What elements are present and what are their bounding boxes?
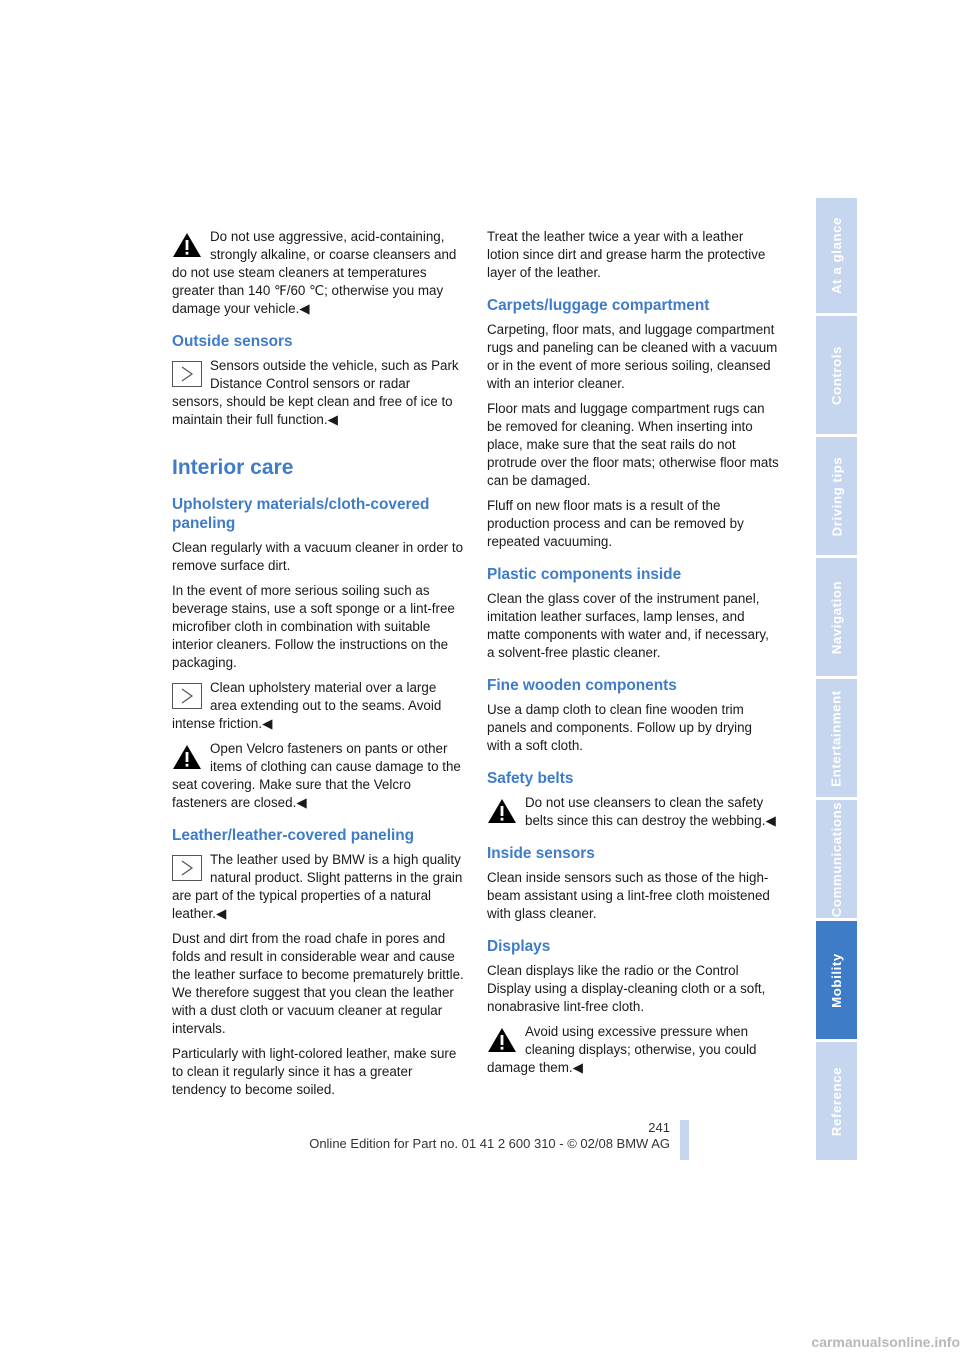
heading-wooden: Fine wooden components xyxy=(487,677,677,694)
note-arrow-icon xyxy=(172,361,202,387)
paragraph: Dust and dirt from the road chafe in pores and folds and result in considerable wear and cause the leather surface to become prematurely brittle. We therefore suggest that you clean the leather with a dust cloth or vacuum cleaner at regular intervals. xyxy=(172,931,464,1036)
warning-text: Open Velcro fasteners on pants or other items of clothing can cause damage to the seat covering. Make sure that the Velcro fasteners are closed. xyxy=(172,741,461,810)
footer-accent-bar xyxy=(680,1120,689,1160)
note-arrow-icon xyxy=(172,683,202,709)
heading-outside-sensors: Outside sensors xyxy=(172,333,293,350)
heading-interior-care: Interior care xyxy=(172,456,294,479)
heading-displays: Displays xyxy=(487,938,551,955)
paragraph: Clean regularly with a vacuum cleaner in order to remove surface dirt. xyxy=(172,540,464,573)
tab-label: Entertainment xyxy=(829,689,844,787)
tab-label: Mobility xyxy=(829,952,844,1008)
page-number: 241 xyxy=(648,1120,670,1135)
paragraph: Clean the glass cover of the instrument panel, imitation leather surfaces, lamp lenses, and matte components with water and, if necessary, a solvent-free plastic cleaner. xyxy=(487,591,769,660)
heading-safety-belts: Safety belts xyxy=(487,770,574,787)
watermark: carmanualsonline.info xyxy=(811,1334,960,1350)
paragraph: Use a damp cloth to clean fine wooden trim panels and components. Follow up by drying with a soft cloth. xyxy=(487,702,752,753)
heading-upholstery: Upholstery materials/cloth-covered paneling xyxy=(172,496,430,532)
paragraph: Treat the leather twice a year with a leather lotion since dirt and grease harm the protective layer of the leather. xyxy=(487,229,766,280)
note-text: Clean upholstery material over a large area extending out to the seams. Avoid intense friction. xyxy=(172,680,442,731)
note-text: Sensors outside the vehicle, such as Park Distance Control sensors or radar sensors, should be kept clean and free of ice to maintain their full function. xyxy=(172,358,459,427)
end-mark: ◀ xyxy=(572,1060,583,1075)
tab-label: Communications xyxy=(829,801,844,917)
left-column xyxy=(172,228,464,1106)
paragraph: In the event of more serious soiling such as beverage stains, use a soft sponge or a lint-free microfiber cloth in combination with suitable interior cleaners. Follow the instructions on the packaging. xyxy=(172,583,455,670)
warning-note xyxy=(172,228,464,318)
paragraph: Clean displays like the radio or the Control Display using a display-cleaning cloth or a soft, nonabrasive lint-free cloth. xyxy=(487,963,766,1014)
heading-plastic: Plastic components inside xyxy=(487,566,682,583)
tab-label: Navigation xyxy=(829,580,845,654)
heading-inside-sensors: Inside sensors xyxy=(487,845,595,862)
info-note xyxy=(172,357,464,429)
end-mark: ◀ xyxy=(296,795,307,810)
tab-communications[interactable] xyxy=(816,800,857,918)
warning-note xyxy=(487,1023,779,1077)
info-note xyxy=(172,851,464,923)
tab-label: Reference xyxy=(829,1066,844,1136)
warning-note xyxy=(172,740,464,812)
end-mark: ◀ xyxy=(262,716,273,731)
right-column xyxy=(487,228,779,1084)
warning-triangle-icon xyxy=(172,744,202,770)
tab-reference[interactable] xyxy=(816,1042,857,1160)
info-note xyxy=(172,679,464,733)
warning-note xyxy=(487,794,779,830)
warning-text: Avoid using excessive pressure when cleaning displays; otherwise, you could damage them. xyxy=(487,1024,757,1075)
end-mark: ◀ xyxy=(765,813,776,828)
end-mark: ◀ xyxy=(327,412,338,427)
footer-edition: Online Edition for Part no. 01 41 2 600 310 - © 02/08 BMW AG xyxy=(309,1136,670,1151)
paragraph: Particularly with light-colored leather, make sure to clean it regularly since it has a greater tendency to become soiled. xyxy=(172,1046,457,1097)
tab-navigation[interactable] xyxy=(816,558,857,676)
end-mark: ◀ xyxy=(215,906,227,921)
heading-leather: Leather/leather-covered paneling xyxy=(172,827,415,844)
warning-triangle-icon xyxy=(487,1027,517,1053)
tab-label: Driving tips xyxy=(829,456,844,536)
paragraph: Clean inside sensors such as those of the high-beam assistant using a lint-free cloth moistened with glass cleaner. xyxy=(487,870,770,921)
tab-driving-tips[interactable] xyxy=(816,437,857,555)
tab-entertainment[interactable] xyxy=(816,679,857,797)
tab-label: At a glance xyxy=(829,217,844,294)
paragraph: Floor mats and luggage compartment rugs can be removed for cleaning. When inserting into place, make sure that the seat rails do not protrude over the floor mats; otherwise floor mats can be damaged. xyxy=(487,401,779,488)
tab-label: Controls xyxy=(829,345,845,405)
warning-text: Do not use cleansers to clean the safety belts since this can destroy the webbing. xyxy=(525,795,766,828)
end-mark: ◀ xyxy=(299,301,310,316)
warning-text: Do not use aggressive, acid-containing, strongly alkaline, or coarse cleansers and do not use steam cleaners at temperatures greater than 140 ℉/60 ℃; otherwise you may damage your vehicle. xyxy=(172,229,457,316)
tab-at-a-glance[interactable] xyxy=(816,198,857,313)
chapter-sidebar xyxy=(816,198,857,1160)
note-text: The leather used by BMW is a high quality natural product. Slight patterns in the grain are part of the typical properties of a natural leather. xyxy=(172,852,463,921)
tab-controls[interactable] xyxy=(816,316,857,434)
warning-triangle-icon xyxy=(487,798,517,824)
paragraph: Fluff on new floor mats is a result of the production process and can be removed by repeated vacuuming. xyxy=(487,498,744,549)
tab-mobility[interactable] xyxy=(816,921,857,1039)
warning-triangle-icon xyxy=(172,232,202,258)
heading-carpets: Carpets/luggage compartment xyxy=(487,297,710,314)
note-arrow-icon xyxy=(172,855,202,881)
paragraph: Carpeting, floor mats, and luggage compartment rugs and paneling can be cleaned with a vacuum or in the event of more serious soiling, cleansed with an interior cleaner. xyxy=(487,322,778,391)
